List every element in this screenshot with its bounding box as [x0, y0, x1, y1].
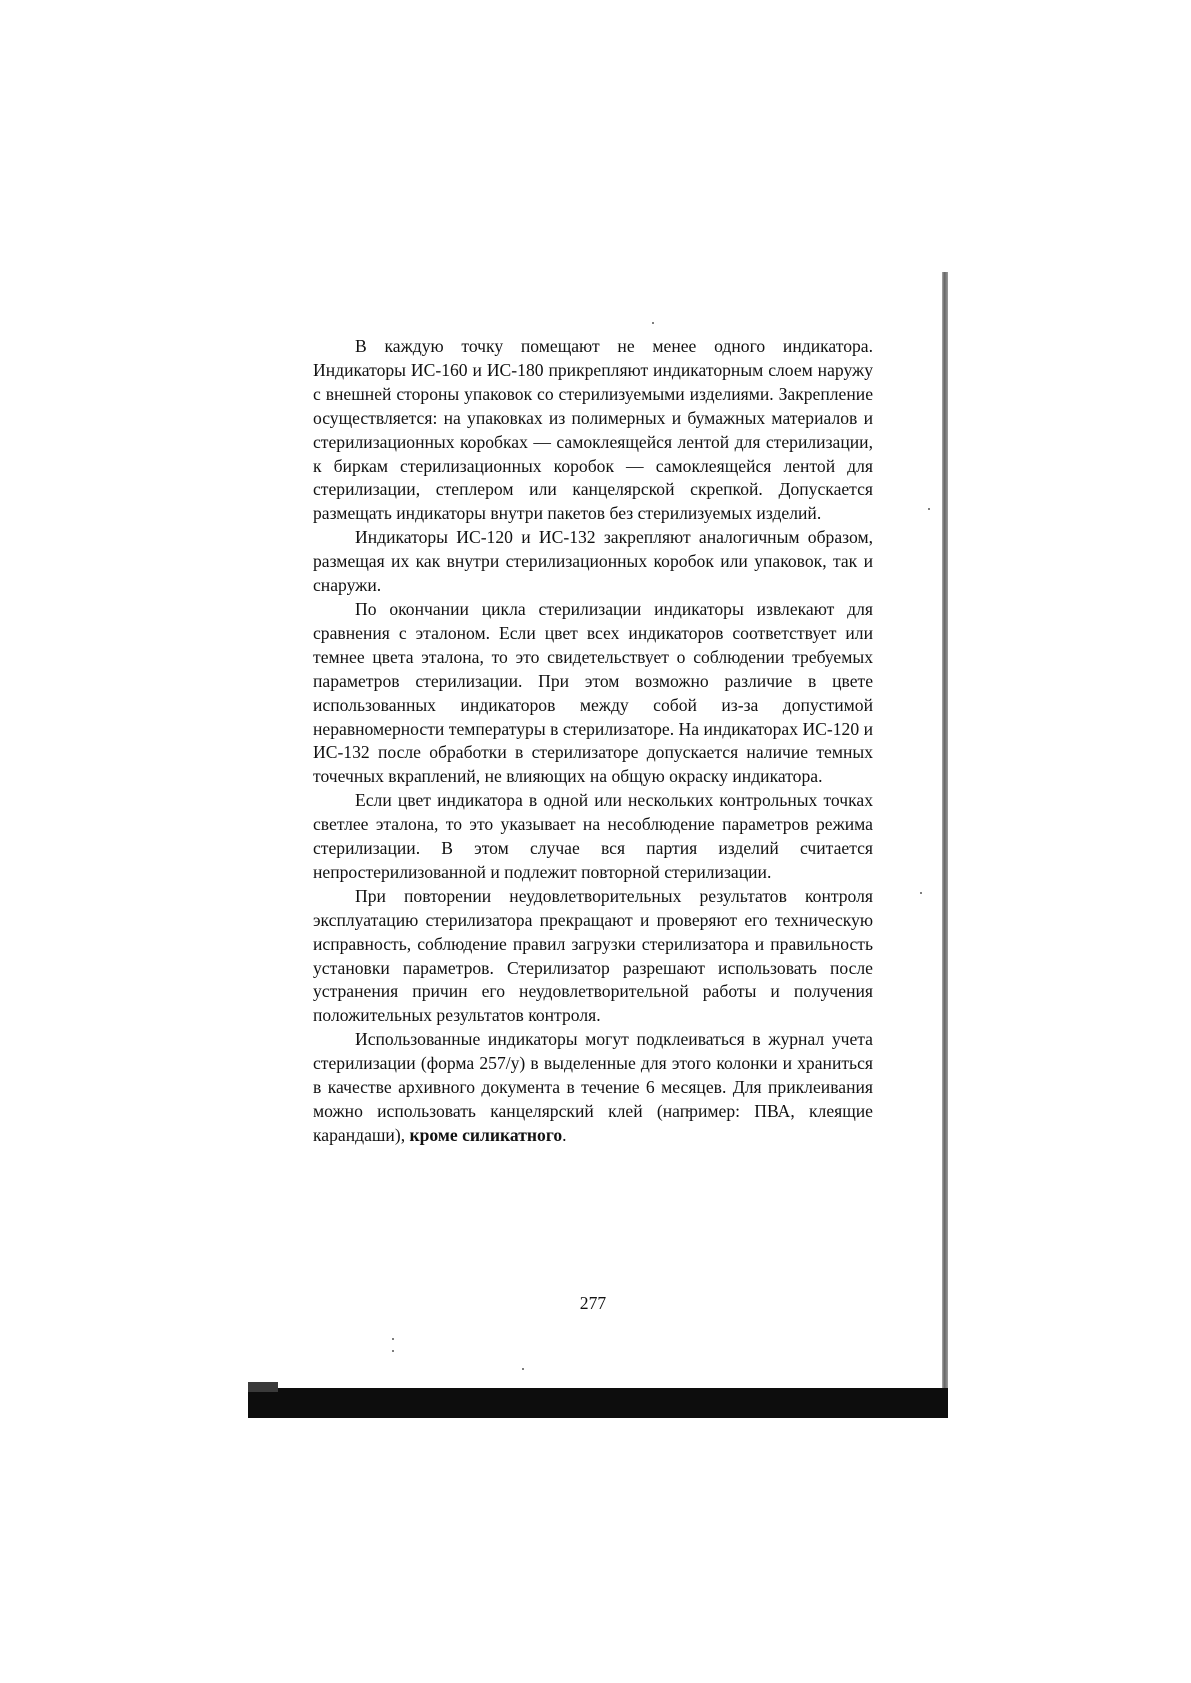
paragraph-1: В каждую точку помещают не менее одного индикатора. Индикаторы ИС-160 и ИС-180 прикрепляют индикаторным слоем наружу с внешней стороны упаковок со стерилизуемыми изделиями. Закрепление осуществляется: на упаковках из полимерных и бумажных материалов и стерилизационных коробках — самоклеящейся лентой для стерилизации, к биркам стерилизационных коробок — самоклеящейся лентой для стерилизации, степлером или канцелярской скрепкой. Допускается размещать индикаторы внутри пакетов без стерилизуемых изделий. — [313, 336, 873, 524]
page-number: 277 — [579, 1293, 607, 1313]
scan-edge-right — [942, 272, 948, 1412]
scan-speck — [928, 508, 930, 510]
paragraph-6 — [313, 1028, 873, 1148]
paragraph-2: Индикаторы ИС-120 и ИС-132 закрепляют аналогичным образом, размещая их как внутри стерилизационных коробок или упаковок, так и снаружи. — [313, 527, 873, 596]
paragraph-6-bold-text: кроме силикатного — [409, 1124, 563, 1145]
scan-speck — [920, 892, 922, 894]
scan-edge-bottom — [248, 1388, 948, 1418]
scan-speck — [392, 1338, 394, 1340]
body-text — [313, 335, 873, 1148]
paragraph-4: Если цвет индикатора в одной или нескольких контрольных точках светлее эталона, то это указывает на несоблюдение параметров режима стерилизации. В этом случае вся партия изделий считается непростерилизованной и подлежит повторной стерилизации. — [313, 790, 873, 882]
scan-speck — [392, 1350, 394, 1352]
paragraph-3: По окончании цикла стерилизации индикаторы извлекают для сравнения с эталоном. Если цвет всех индикаторов соответствует или темнее цвета эталона, то это свидетельствует о соблюдении требуемых параметров стерилизации. При этом возможно различие в цвете использованных индикаторов между собой из-за допустимой неравномерности температуры в стерилизаторе. На индикаторах ИС-120 и ИС-132 после обработки в стерилизаторе допускается наличие темных точечных вкраплений, не влияющих на общую окраску индикатора. — [313, 598, 873, 787]
scan-speck — [652, 322, 654, 324]
scan-speck — [522, 1368, 524, 1370]
paragraph-6-end: . — [562, 1124, 567, 1145]
paragraph-5: При повторении неудовлетворительных результатов контроля эксплуатацию стерилизатора прекращают и проверяют его техническую исправность, соблюдение правил загрузки стерилизатора и правильность установки параметров. Стерилизатор разрешают использовать после устранения причин его неудовлетворительной работы и получения положительных результатов контроля. — [313, 885, 873, 1026]
paragraph-6-text: Использованные индикаторы могут подклеиваться в журнал учета стерилизации (форма 257/у) в выделенные для этого колонки и храниться в качестве архивного документа в течение 6 месяцев. Для приклеивания можно использовать канцелярский клей (например: ПВА, клеящие карандаши), — [313, 1029, 873, 1145]
